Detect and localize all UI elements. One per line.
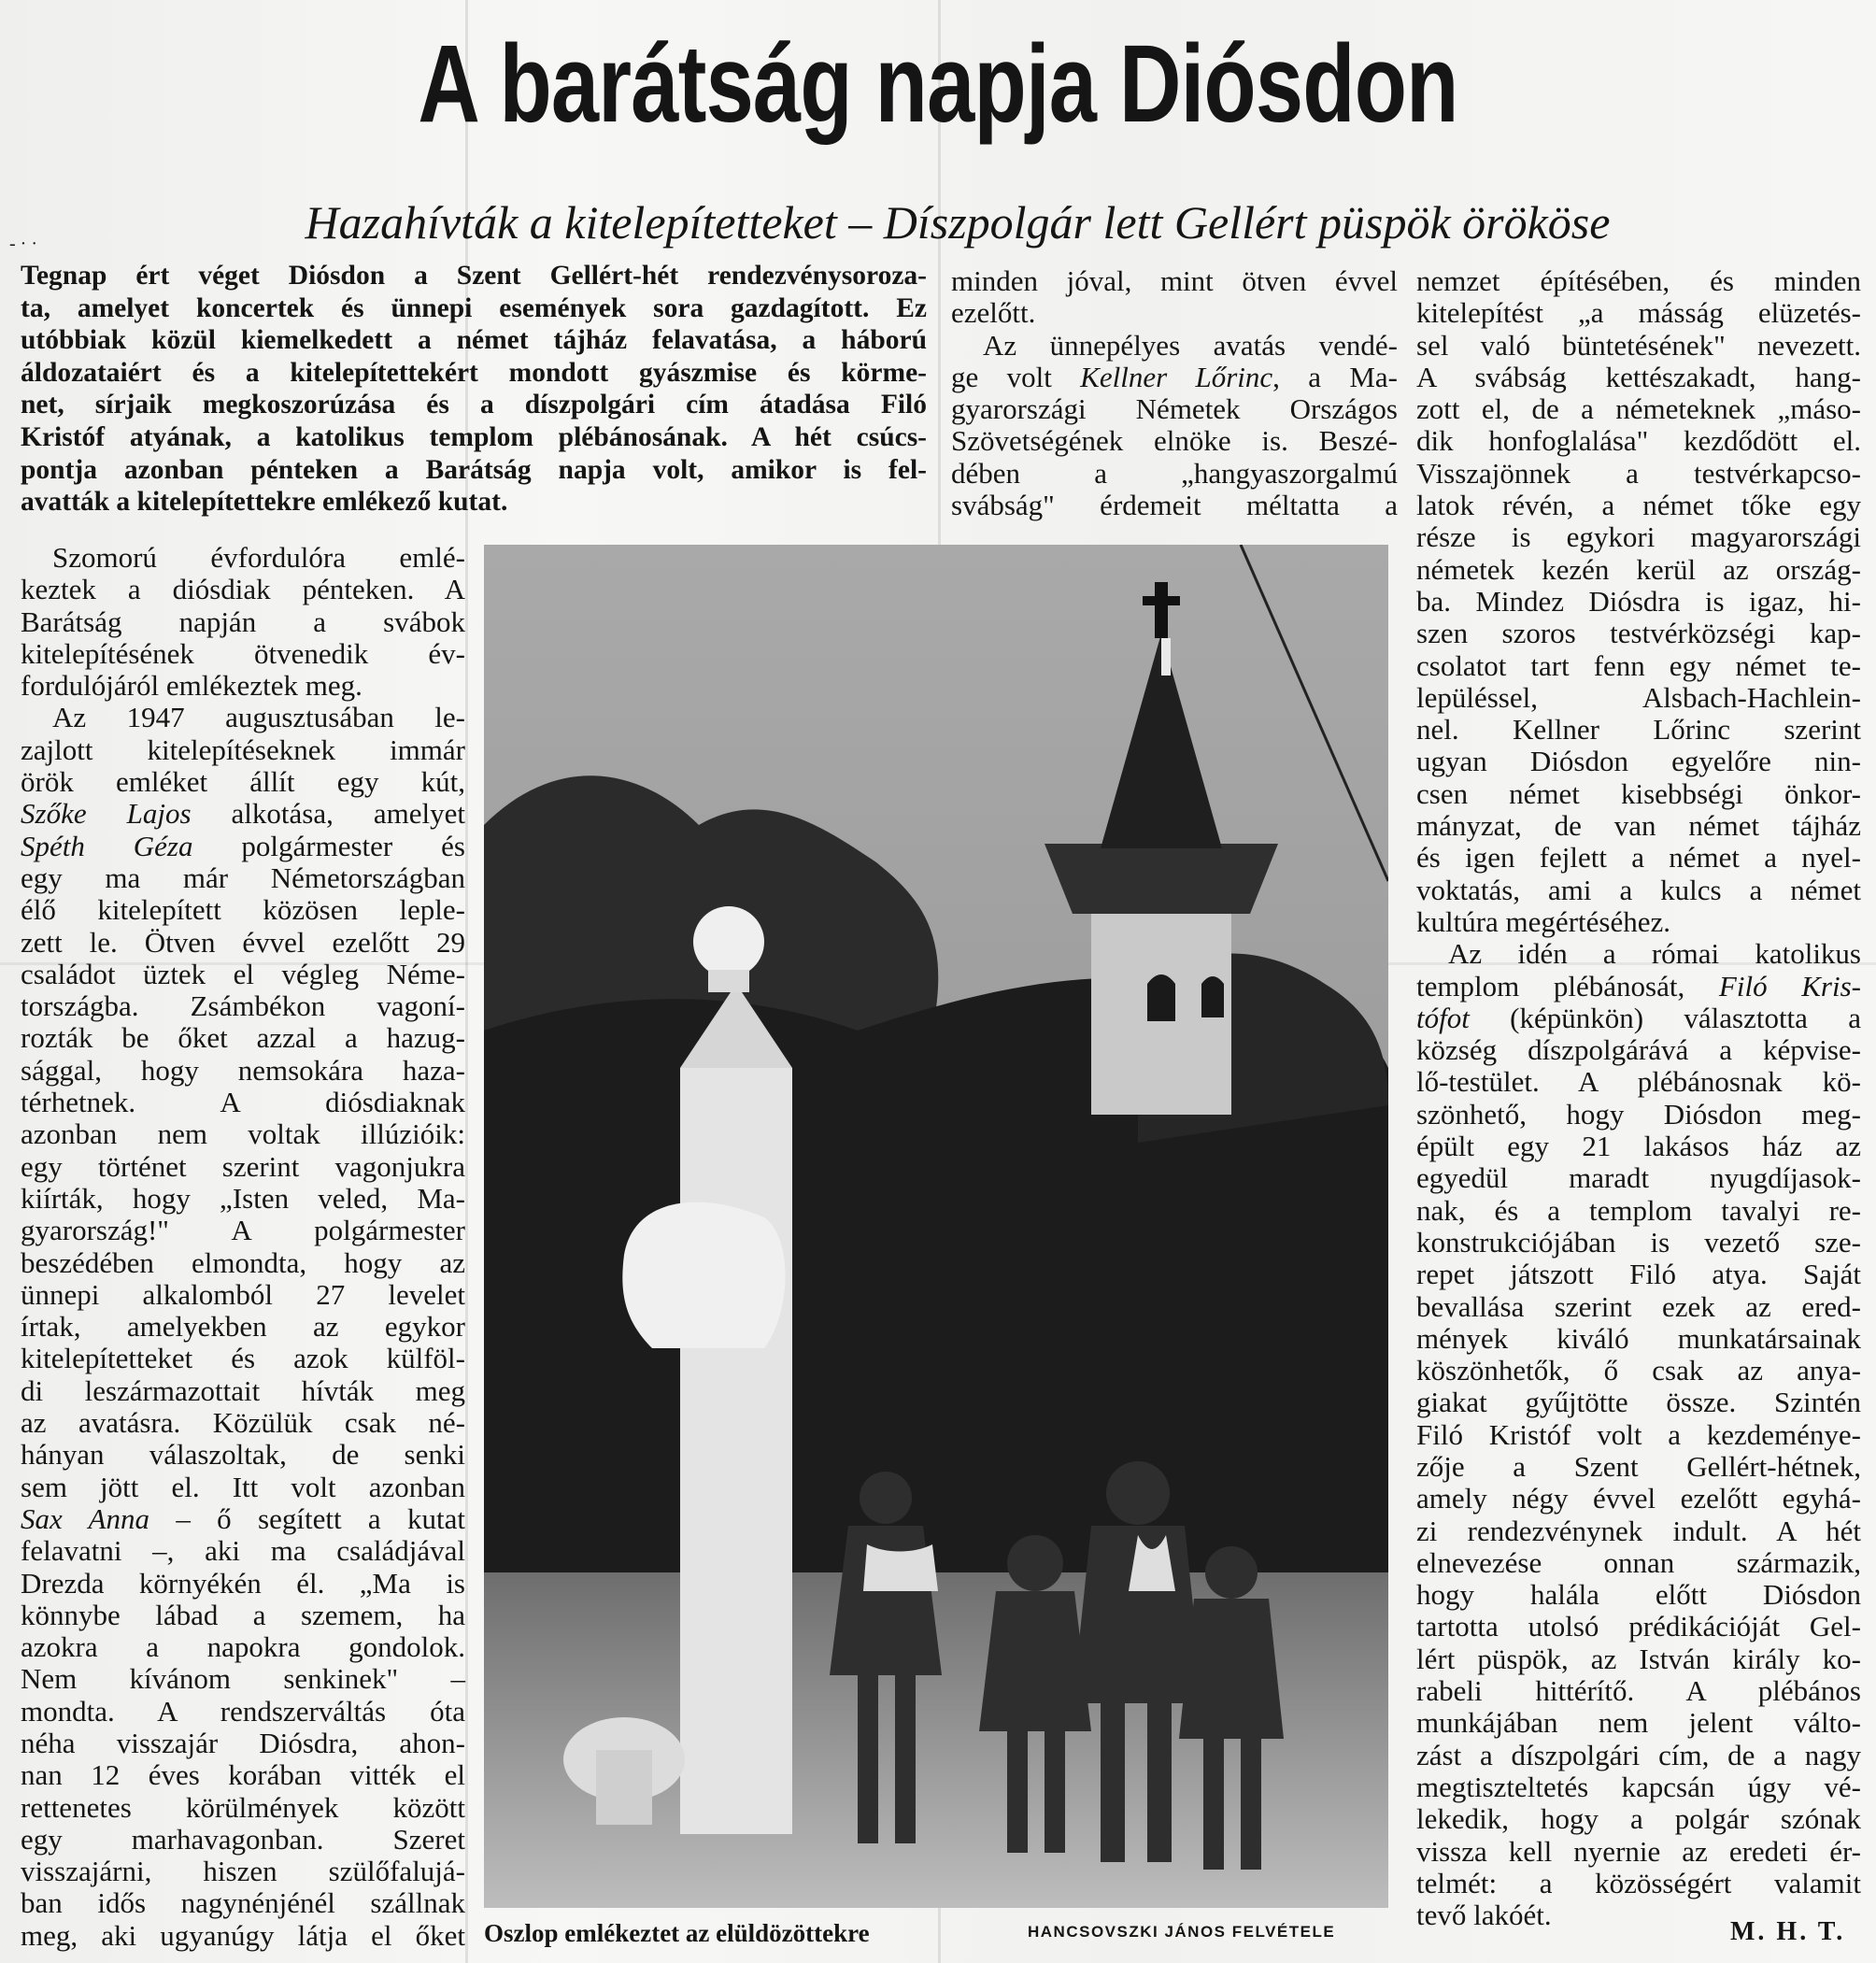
text-line: repet játszott Filó atya. Saját xyxy=(1416,1258,1861,1291)
text-line: megtiszteltetés kapcsán úgy vé- xyxy=(1416,1770,1861,1803)
text-line: fordulójáról emlékeztek meg. xyxy=(21,669,362,703)
text-line: ünnepi alkalomból 27 levelet xyxy=(21,1277,465,1311)
text-line: Az idén a római katolikus xyxy=(1448,937,1861,971)
text-line: egyedül maradt nyugdíjasok- xyxy=(1416,1161,1861,1195)
text-line: sel való büntetésének" nevezett. xyxy=(1416,328,1861,362)
text-line: ge volt Kellner Lőrinc, a Ma- xyxy=(951,360,1398,393)
photo-credit: HANCSOVSZKI JÁNOS FELVÉTELE xyxy=(1028,1923,1336,1941)
text-line: sággal, hogy nemsokára haza- xyxy=(21,1053,465,1087)
text-line: konstrukciójában is vezető sze- xyxy=(1416,1225,1861,1259)
text-line: tevő lakóét. xyxy=(1416,1899,1552,1932)
text-line: rozták be őket azzal a hazug- xyxy=(21,1021,465,1055)
text-line: élő kitelepített közösen leple- xyxy=(21,893,465,927)
text-line: zője a Szent Gellért-hétnek, xyxy=(1416,1449,1861,1483)
text-line: könnybe lábad a szemem, ha xyxy=(21,1598,465,1631)
text-line: családot üztek el végleg Néme- xyxy=(21,957,465,990)
text-line: Az 1947 augusztusában le- xyxy=(52,701,465,734)
text-line: része is egykori magyarországi xyxy=(1416,520,1861,554)
text-line: sem jött el. Itt volt azonban xyxy=(21,1470,465,1503)
text-line: templom plébánosát, Filó Kris- xyxy=(1416,969,1861,1003)
text-line: beszédében elmondta, hogy az xyxy=(21,1245,465,1279)
text-line: Sax Anna – ő segített a kutat xyxy=(21,1501,465,1535)
text-line: kitelepítést „a másság elüzetés- xyxy=(1416,296,1861,330)
text-line: németek kezén kerül az ország- xyxy=(1416,552,1861,586)
text-line: svábság" érdemeit méltatta a xyxy=(951,489,1398,522)
lead-line: pontja azonban pénteken a Barátság napja volt, amikor is fel- xyxy=(21,454,927,485)
text-line: ugyan Diósdon egyelőre nin- xyxy=(1416,745,1861,778)
text-line: egy ma már Németországban xyxy=(21,861,465,894)
text-line: kultúra megértéséhez. xyxy=(1416,904,1670,938)
text-line: dik honfoglalása" kezdődött el. xyxy=(1416,424,1861,458)
lead-line: utóbbiak közül kiemelkedett a német tájház felavatása, a háború xyxy=(21,325,927,356)
text-line: térhetnek. A diósdiaknak xyxy=(21,1086,465,1119)
text-line: néha visszajár Diósdra, ahon- xyxy=(21,1726,465,1759)
text-line: nel. Kellner Lőrinc szerint xyxy=(1416,713,1861,747)
text-line: az avatásra. Közülük csak né- xyxy=(21,1406,465,1440)
text-line: Drezda környékén él. „Ma is xyxy=(21,1566,465,1600)
text-line: lért püspök, az István király ko- xyxy=(1416,1642,1861,1675)
text-line: ba. Mindez Diósdra is igaz, hi- xyxy=(1416,584,1861,618)
text-line: kiírták, hogy „Isten veled, Ma- xyxy=(21,1181,465,1215)
text-line: Szőke Lajos alkotása, amelyet xyxy=(21,797,466,831)
lead-line: Tegnap ért véget Diósdon a Szent Gellért-hét rendezvénysoroza- xyxy=(21,261,927,291)
text-line: és igen fejlett a német a nyel- xyxy=(1416,841,1861,875)
text-line: telmét: a közösségért valamit xyxy=(1416,1866,1861,1899)
text-line: giakat gyűjtötte össze. Szintén xyxy=(1416,1386,1861,1419)
text-line: zi rendezvénynek indult. A hét xyxy=(1416,1514,1861,1547)
text-line: Nem kívánom senkinek" – xyxy=(21,1662,465,1696)
text-line: mények kiváló munkatársainak xyxy=(1416,1321,1861,1355)
subheadline: Hazahívták a kitelepítetteket – Díszpolgár lett Gellért püspök örököse xyxy=(305,196,1611,249)
text-line: voktatás, ami a kulcs a német xyxy=(1416,873,1861,906)
text-line: gyarországi Németek Országos xyxy=(951,392,1398,426)
text-line: zást a díszpolgári cím, de a nagy xyxy=(1416,1738,1861,1771)
text-line: rabeli hittérítő. A plébános xyxy=(1416,1674,1861,1708)
lead-line: ta, amelyet koncertek és ünnepi események sora gazdagított. Ez xyxy=(21,292,927,323)
text-line: község díszpolgárává a képvise- xyxy=(1416,1033,1861,1067)
print-mark: ‐ · · xyxy=(9,234,37,254)
text-line: munkájában nem jelent válto- xyxy=(1416,1706,1861,1740)
article-column-3 xyxy=(1416,265,1861,1931)
lead-line: avatták a kitelepítettekre emlékező kutat. xyxy=(21,487,508,518)
photo-caption: Oszlop emlékeztet az elüldözöttekre xyxy=(484,1919,870,1947)
text-line: írtak, amelyekben az egykor xyxy=(21,1310,465,1344)
text-line: minden jóval, mint ötven évvel xyxy=(951,264,1398,297)
text-line: rettenetes körülmények között xyxy=(21,1790,465,1824)
text-line: kitelepítésének ötvenedik év- xyxy=(21,636,465,670)
text-line: csen német kisebbségi önkor- xyxy=(1416,776,1861,810)
lead-line: Kristóf atyának, a katolikus templom plébánosának. A hét csúcs- xyxy=(21,421,927,452)
lead-paragraph xyxy=(21,260,927,519)
lead-line: net, sírjaik megkoszorúzása és a díszpolgári cím átadása Filó xyxy=(21,390,927,420)
text-line: tófot (képünkön) választotta a xyxy=(1416,1001,1861,1034)
text-line: egy marhavagonban. Szeret xyxy=(21,1822,465,1856)
text-line: örök emléket állít egy kút, xyxy=(21,765,465,799)
text-line: azokra a napokra gondolok. xyxy=(21,1630,465,1664)
text-line: szönhető, hogy Diósdon meg- xyxy=(1416,1097,1861,1131)
article-column-2 xyxy=(951,265,1398,521)
text-line: tországba. Zsámbékon vagoní- xyxy=(21,989,465,1023)
text-line: dében a „hangyaszorgalmú xyxy=(951,456,1398,490)
article-column-1 xyxy=(21,542,465,1952)
text-line: Barátság napján a svábok xyxy=(21,605,465,638)
text-line: nemzet építésében, és minden xyxy=(1416,264,1861,297)
text-line: lepüléssel, Alsbach-Hachlein- xyxy=(1416,680,1861,714)
text-line: zett le. Ötven évvel ezelőtt 29 xyxy=(21,925,465,959)
text-line: hogy halála előtt Diósdon xyxy=(1416,1578,1861,1612)
text-line: gyarország!" A polgármester xyxy=(21,1214,465,1247)
text-line: épült egy 21 lakásos ház az xyxy=(1416,1130,1861,1163)
text-line: zott el, de a németeknek „máso- xyxy=(1416,392,1861,426)
text-line: di leszármazottait hívták meg xyxy=(21,1373,465,1407)
text-line: nan 12 éves korában vitték el xyxy=(21,1758,465,1792)
text-line: ezelőtt. xyxy=(951,296,1036,330)
text-line: A svábság kettészakadt, hang- xyxy=(1416,360,1861,393)
text-line: vissza kell nyernie az eredeti ér- xyxy=(1416,1834,1861,1868)
author-signature: M. H. T. xyxy=(1730,1917,1846,1946)
text-line: elnevezése onnan származik, xyxy=(1416,1545,1861,1579)
text-line: visszajárni, hiszen szülőfalujá- xyxy=(21,1855,465,1888)
text-line: tartotta utolsó prédikációját Gel- xyxy=(1416,1610,1861,1643)
text-line: egy történet szerint vagonjukra xyxy=(21,1149,465,1183)
headline: A barátság napja Diósdon xyxy=(418,22,1458,146)
text-line: Szomorú évfordulóra emlé- xyxy=(52,541,465,574)
text-line: Spéth Géza polgármester és xyxy=(21,829,465,862)
text-line: Az ünnepélyes avatás vendé- xyxy=(983,328,1398,362)
text-line: lő-testület. A plébánosnak kö- xyxy=(1416,1065,1861,1099)
text-line: amely négy évvel ezelőtt egyhá- xyxy=(1416,1482,1861,1515)
text-line: meg, aki ugyanúgy látja el őket xyxy=(21,1918,465,1952)
text-line: köszönhetők, ő csak az anya- xyxy=(1416,1354,1861,1387)
text-line: mányzat, de van német tájház xyxy=(1416,809,1861,843)
text-line: szen szoros testvérközségi kap- xyxy=(1416,617,1861,650)
text-line: latok révén, a német tőke egy xyxy=(1416,489,1861,522)
article-photo xyxy=(484,545,1388,1908)
text-line: Filó Kristóf volt a kezdeménye- xyxy=(1416,1417,1861,1451)
text-line: bevallása szerint ezek az ered- xyxy=(1416,1289,1861,1323)
text-line: Szövetségének elnöke is. Beszé- xyxy=(951,424,1398,458)
lead-line: áldozataiért és a kitelepítettekért mondott gyászmise és körme- xyxy=(21,357,927,388)
text-line: hányan válaszoltak, de senki xyxy=(21,1438,465,1472)
text-line: ban idős nagynénjénél szállnak xyxy=(21,1886,465,1920)
text-line: lekedik, hogy a polgár szónak xyxy=(1416,1802,1861,1836)
text-line: keztek a diósdiak pénteken. A xyxy=(21,573,465,606)
text-line: kitelepítetteket és azok külföl- xyxy=(21,1342,465,1375)
text-line: azonban nem voltak illúzióik: xyxy=(21,1117,465,1151)
text-line: csolatot tart fenn egy német te- xyxy=(1416,648,1861,682)
text-line: zajlott kitelepítéseknek immár xyxy=(21,733,465,766)
text-line: nak, és a templom tavalyi re- xyxy=(1416,1193,1861,1227)
text-line: mondta. A rendszerváltás óta xyxy=(21,1694,465,1728)
text-line: Visszajönnek a testvérkapcso- xyxy=(1416,456,1861,490)
text-line: felavatni –, aki ma családjával xyxy=(21,1534,465,1568)
